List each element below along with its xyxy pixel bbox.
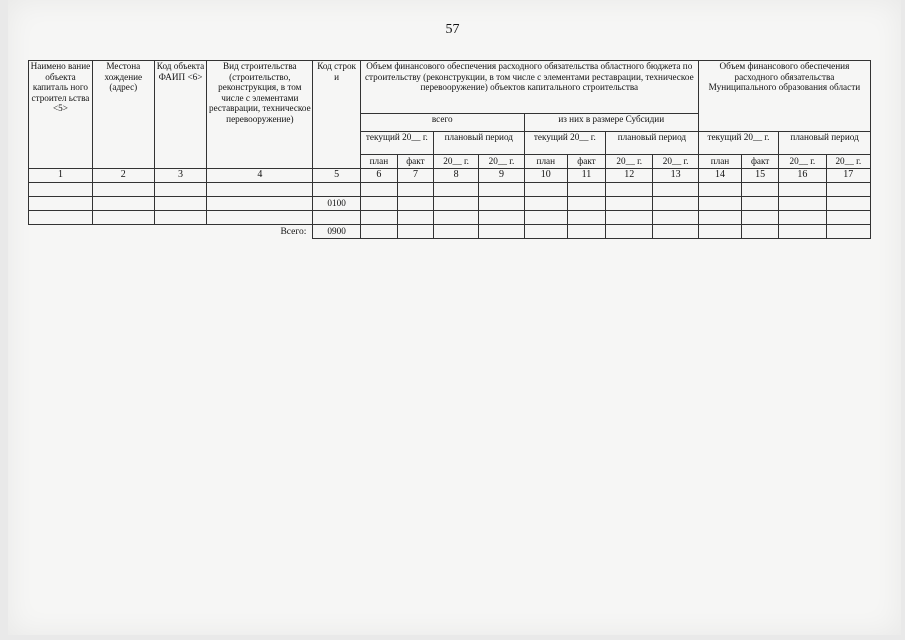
column-number: 3 — [154, 169, 207, 183]
column-number: 6 — [360, 169, 397, 183]
total-label: Всего: — [280, 226, 307, 237]
header-subsidy: из них в размере Субсидии — [524, 114, 698, 132]
header-year: 20__ г. — [479, 155, 524, 169]
column-number: 14 — [698, 169, 741, 183]
header-year: 20__ г. — [653, 155, 698, 169]
header-fact: факт — [567, 155, 605, 169]
header-planned-period: плановый период — [433, 132, 524, 155]
header-current-year: текущий 20__ г. — [360, 132, 433, 155]
header-location: Местона хождение (адрес) — [92, 61, 154, 169]
header-current-year: текущий 20__ г. — [524, 132, 605, 155]
column-number: 8 — [433, 169, 478, 183]
header-year: 20__ г. — [779, 155, 826, 169]
header-planned-period: плановый период — [779, 132, 871, 155]
table-row — [29, 197, 871, 211]
header-fact: факт — [742, 155, 779, 169]
column-number: 2 — [92, 169, 154, 183]
column-number: 4 — [207, 169, 313, 183]
header-row-code: Код строк и — [313, 61, 360, 169]
header-current-year: текущий 20__ г. — [698, 132, 778, 155]
header-year: 20__ г. — [826, 155, 870, 169]
column-number: 5 — [313, 169, 360, 183]
column-numbers-row — [29, 169, 871, 183]
column-number: 15 — [742, 169, 779, 183]
header-construction-type: Вид строительства (строительство, реконструкция, в том числе с элементами реставрации, техническое перевооружение) — [207, 61, 313, 169]
header-faip-code: Код объекта ФАИП <6> — [154, 61, 207, 169]
column-number: 17 — [826, 169, 870, 183]
financing-table — [28, 60, 871, 239]
table-row — [29, 211, 871, 225]
header-municipal-group: Объем финансового обеспечения расходного обязательства Муниципального образования области — [698, 61, 870, 132]
column-number: 13 — [653, 169, 698, 183]
row-code — [313, 183, 360, 197]
table-row — [29, 183, 871, 197]
column-number: 10 — [524, 169, 567, 183]
row-code: 0100 — [313, 197, 360, 211]
header-planned-period: плановый период — [606, 132, 699, 155]
column-number: 1 — [29, 169, 93, 183]
header-plan: план — [360, 155, 397, 169]
column-number: 16 — [779, 169, 826, 183]
total-row — [29, 225, 871, 239]
total-code: 0900 — [313, 225, 360, 239]
header-plan: план — [524, 155, 567, 169]
header-object-name: Наимено вание объекта капиталь ного строител ьства <5> — [29, 61, 93, 169]
header-year: 20__ г. — [433, 155, 478, 169]
column-number: 11 — [567, 169, 605, 183]
column-number: 9 — [479, 169, 524, 183]
header-fact: факт — [397, 155, 433, 169]
header-year: 20__ г. — [606, 155, 653, 169]
header-regional-budget-group: Объем финансового обеспечения расходного обязательства областного бюджета по строительству (реконструкции, в том числе с элементами реставрации, техническое перевооружение) объектов капитального строительства — [360, 61, 698, 114]
header-plan: план — [698, 155, 741, 169]
column-number: 12 — [606, 169, 653, 183]
page-number: 57 — [445, 22, 460, 37]
column-number: 7 — [397, 169, 433, 183]
header-total: всего — [360, 114, 524, 132]
row-code — [313, 211, 360, 225]
